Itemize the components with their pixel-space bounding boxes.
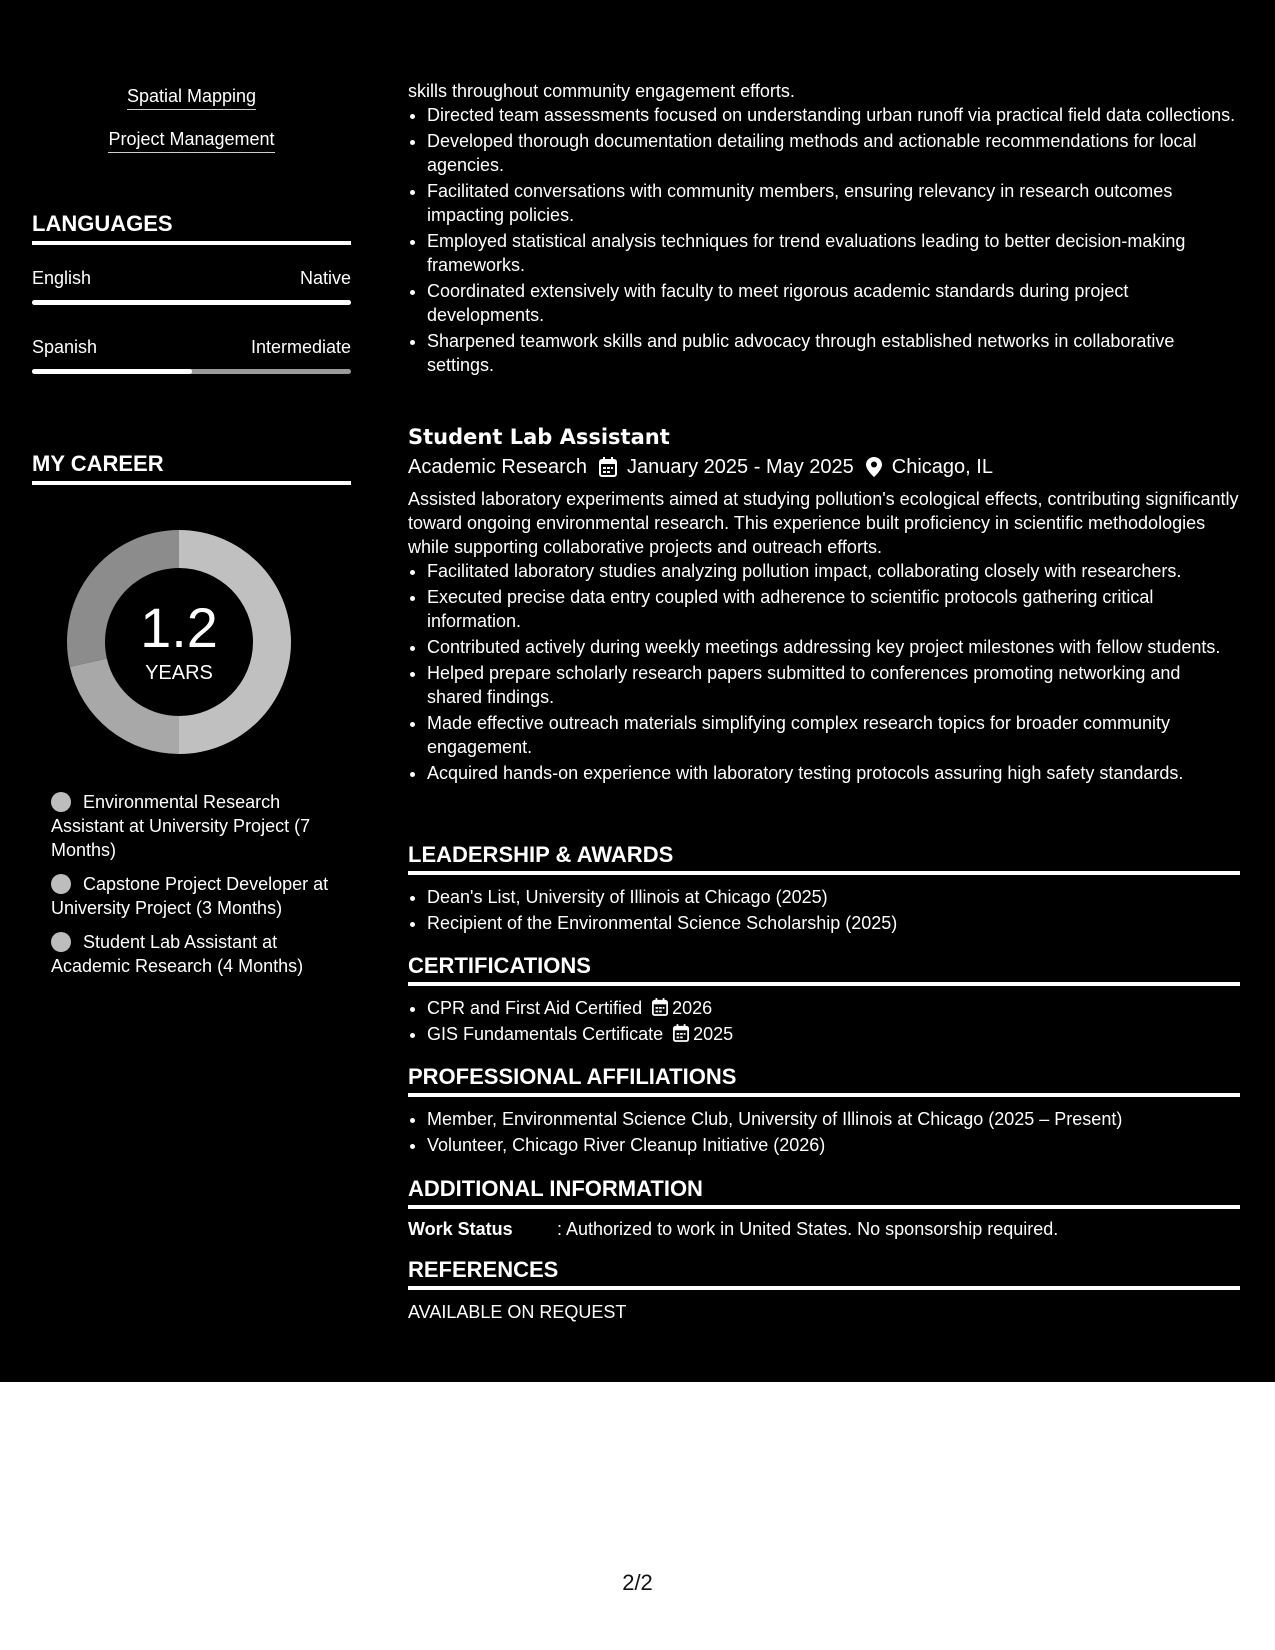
- list-item: • Recipient of the Environmental Science Scholarship (2025): [427, 911, 1239, 935]
- list-item: • Sharpened teamwork skills and public advocacy through established networks in collaborative settings.: [427, 329, 1240, 377]
- certification-name: GIS Fundamentals Certificate: [427, 1024, 664, 1044]
- list-item: • Coordinated extensively with faculty to meet rigorous academic standards during project developments.: [427, 279, 1240, 327]
- certification-year: 2026: [672, 998, 713, 1018]
- leadership-list: [408, 885, 1239, 937]
- list-item: [427, 996, 1239, 1020]
- job-dates: January 2025 - May 2025: [626, 456, 854, 478]
- language-name: Spanish: [32, 337, 98, 357]
- work-status-value: : Authorized to work in United States. No sponsorship required.: [557, 1219, 1059, 1239]
- language-proficiency-bar: [32, 300, 351, 305]
- career-total-unit: YEARS: [145, 661, 213, 684]
- list-item: • Directed team assessments focused on understanding urban runoff via practical field data collections.: [427, 103, 1240, 127]
- career-dot-icon: [51, 792, 71, 812]
- list-item: • Helped prepare scholarly research papers submitted to conferences promoting networking and shared findings.: [427, 661, 1240, 709]
- list-item: • Executed precise data entry coupled with adherence to scientific protocols gathering critical information.: [427, 585, 1240, 633]
- career-item: Environmental Research Assistant at University Project (7 Months): [51, 792, 311, 860]
- language-name: English: [32, 268, 92, 288]
- additional-info-heading: ADDITIONAL INFORMATION: [408, 1177, 1240, 1209]
- job-summary: Assisted laboratory experiments aimed at studying pollution's ecological effects, contributing significantly toward ongoing environmental research. This experience built proficiency in scientific methodologies while supporting collaborative projects and outreach efforts.: [408, 489, 1239, 557]
- languages-heading: LANGUAGES: [32, 211, 351, 245]
- previous-job-continued: [408, 79, 1240, 379]
- affiliations-heading: PROFESSIONAL AFFILIATIONS: [408, 1065, 1240, 1097]
- page-number: 2/2: [622, 1570, 653, 1595]
- references-text: AVAILABLE ON REQUEST: [408, 1302, 627, 1322]
- career-dot-icon: [51, 932, 71, 952]
- list-item: • Developed thorough documentation detailing methods and actionable recommendations for local agencies.: [427, 129, 1240, 177]
- job-location: Chicago, IL: [891, 456, 993, 478]
- career-donut-chart: [67, 530, 291, 754]
- language-proficiency-bar: [32, 369, 351, 374]
- language-item: [32, 268, 351, 305]
- job-title: Student Lab Assistant: [408, 425, 670, 449]
- career-list: [51, 790, 341, 988]
- language-proficiency-fill: [32, 300, 351, 305]
- list-item: [427, 1022, 1239, 1046]
- skill-tag: Spatial Mapping: [127, 86, 256, 110]
- list-item: • Made effective outreach materials simplifying complex research topics for broader community engagement.: [427, 711, 1240, 759]
- list-item: • Acquired hands-on experience with laboratory testing protocols assuring high safety standards.: [427, 761, 1240, 785]
- calendar-icon: [652, 998, 668, 1016]
- job-bullets: [408, 559, 1240, 785]
- leadership-heading: LEADERSHIP & AWARDS: [408, 843, 1240, 875]
- calendar-icon: [673, 1024, 689, 1042]
- list-item: • Facilitated conversations with community members, ensuring relevancy in research outcomes impacting policies.: [427, 179, 1240, 227]
- list-item: • Dean's List, University of Illinois at Chicago (2025): [427, 885, 1239, 909]
- certification-year: 2025: [693, 1024, 734, 1044]
- work-status: [408, 1217, 1240, 1241]
- job-continued-text: skills throughout community engagement efforts.: [408, 81, 795, 101]
- certification-name: CPR and First Aid Certified: [427, 998, 643, 1018]
- certifications-list: [408, 996, 1239, 1048]
- skill-tag: Project Management: [108, 129, 274, 153]
- language-level: Intermediate: [250, 337, 351, 357]
- job-company: Academic Research: [408, 456, 587, 478]
- list-item: • Facilitated laboratory studies analyzing pollution impact, collaborating closely with researchers.: [427, 559, 1240, 583]
- language-item: [32, 337, 351, 374]
- certifications-heading: CERTIFICATIONS: [408, 954, 1240, 986]
- job-bullets: [408, 103, 1240, 377]
- calendar-icon: [599, 457, 617, 477]
- career-item: Capstone Project Developer at University Project (3 Months): [51, 874, 329, 918]
- job-entry: [408, 425, 1240, 787]
- affiliations-list: [408, 1107, 1239, 1159]
- list-item: • Volunteer, Chicago River Cleanup Initiative (2026): [427, 1133, 1239, 1157]
- list-item: • Member, Environmental Science Club, University of Illinois at Chicago (2025 – Present): [427, 1107, 1239, 1131]
- career-heading: MY CAREER: [32, 451, 351, 485]
- work-status-label: Work Status: [408, 1219, 513, 1239]
- map-pin-icon: [866, 457, 882, 477]
- list-item: • Contributed actively during weekly meetings addressing key project milestones with fellow students.: [427, 635, 1240, 659]
- career-item: Student Lab Assistant at Academic Research (4 Months): [51, 932, 304, 976]
- list-item: • Employed statistical analysis techniques for trend evaluations leading to better decision-making frameworks.: [427, 229, 1240, 277]
- language-level: Native: [299, 268, 351, 288]
- language-proficiency-fill: [32, 369, 192, 374]
- references-heading: REFERENCES: [408, 1258, 1240, 1290]
- career-dot-icon: [51, 874, 71, 894]
- career-total-value: 1.2: [140, 595, 218, 659]
- job-meta: [408, 455, 1240, 479]
- skills-list: [32, 86, 351, 172]
